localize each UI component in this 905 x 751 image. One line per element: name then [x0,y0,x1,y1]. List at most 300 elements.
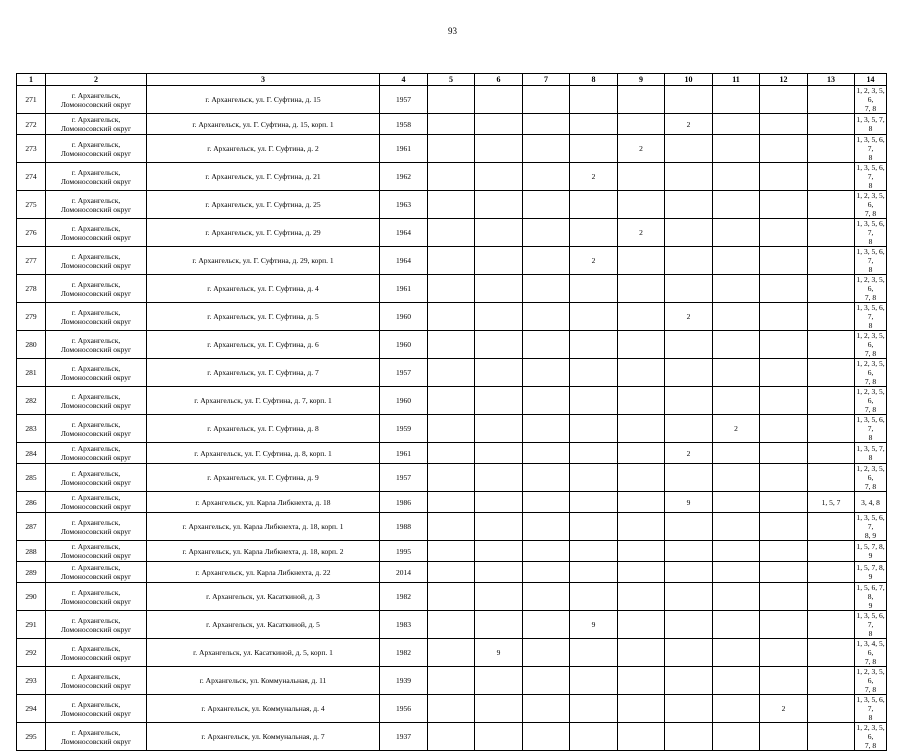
column-14-line: 1, 2, 3, 5, 6, [856,667,885,685]
column-10-cell: 2 [665,443,713,464]
row-number-cell: 279 [17,303,46,331]
column-8-cell: 2 [570,247,618,275]
column-13-cell [808,415,855,443]
address-cell: г. Архангельск, ул. Г. Суфтина, д. 25 [147,191,380,219]
column-14-line: 8 [868,237,873,246]
column-8-cell [570,723,618,751]
column-14-cell [855,275,887,303]
column-13-cell [808,275,855,303]
column-7-cell [523,611,570,639]
column-11-cell [713,247,760,275]
column-12-cell [760,464,808,492]
column-14-line: 8 [868,153,873,162]
column-11-cell [713,513,760,541]
column-14-line: 8 [868,181,873,190]
column-14-line: 7, 8 [864,482,877,491]
column-14-cell [855,135,887,163]
column-header-4: 4 [380,74,428,86]
column-7-cell [523,443,570,464]
row-number-cell: 273 [17,135,46,163]
row-number-cell: 282 [17,387,46,415]
column-6-cell [475,275,523,303]
column-14-line: 1, 5, 6, 7, 8, [856,583,885,601]
column-10-cell [665,86,713,114]
column-12-cell [760,667,808,695]
locality-line: г. Архангельск, [71,727,121,737]
column-14-line: 1, 2, 3, 5, 6, [856,387,885,405]
year-cell: 1939 [380,667,428,695]
column-11-cell [713,492,760,513]
locality-cell [46,562,147,583]
column-10-cell [665,191,713,219]
column-5-cell [428,415,475,443]
column-14-line: 8 [868,321,873,330]
column-13-cell [808,583,855,611]
column-10-cell [665,163,713,191]
address-cell: г. Архангельск, ул. Карла Либкнехта, д. 18, корп. 1 [147,513,380,541]
column-13-cell [808,723,855,751]
table-row [17,247,887,275]
column-12-cell [760,191,808,219]
column-9-cell [618,639,665,667]
column-14-line: 1, 5, 7, 8, 9 [856,563,885,581]
column-6-cell [475,303,523,331]
column-14-cell [855,562,887,583]
year-cell: 1958 [380,114,428,135]
column-14-cell [855,303,887,331]
column-9-cell [618,163,665,191]
year-cell: 1962 [380,163,428,191]
column-8-cell [570,667,618,695]
locality-line: Ломоносовский округ [60,124,132,133]
column-11-cell [713,191,760,219]
locality-line: г. Архангельск, [71,563,121,572]
page-number: 93 [448,26,457,36]
column-header-1: 1 [17,74,46,86]
column-6-cell [475,464,523,492]
column-11-cell [713,387,760,415]
column-14-line: 7, 8 [864,405,877,414]
locality-cell [46,695,147,723]
column-12-cell [760,247,808,275]
column-11-cell [713,303,760,331]
column-5-cell [428,723,475,751]
column-14-line: 8 [868,713,873,722]
locality-line: г. Архангельск, [71,587,121,597]
locality-line: Ломоносовский округ [60,176,132,186]
column-8-cell [570,135,618,163]
locality-line: Ломоносовский округ [60,680,132,690]
column-9-cell [618,303,665,331]
column-14-cell [855,723,887,751]
column-9-cell: 2 [618,219,665,247]
column-8-cell [570,219,618,247]
locality-cell [46,275,147,303]
column-12-cell [760,163,808,191]
column-14-line: 1, 3, 5, 6, 7, [856,695,885,713]
row-number-cell: 271 [17,86,46,114]
column-5-cell [428,492,475,513]
column-9-cell [618,275,665,303]
column-14-cell [855,219,887,247]
row-number-cell: 280 [17,331,46,359]
locality-cell [46,415,147,443]
column-8-cell [570,513,618,541]
column-14-line: 7, 8 [864,741,877,750]
column-5-cell [428,562,475,583]
table-row [17,492,887,513]
column-14-cell [855,163,887,191]
column-14-line: 1, 3, 5, 6, 7, [856,513,885,531]
column-13-cell [808,331,855,359]
column-6-cell [475,492,523,513]
locality-line: г. Архангельск, [71,699,121,709]
column-8-cell [570,86,618,114]
locality-line: г. Архангельск, [71,444,121,453]
column-10-cell [665,723,713,751]
table-row [17,303,887,331]
column-8-cell [570,275,618,303]
table-row [17,359,887,387]
column-14-cell [855,583,887,611]
column-8-cell [570,562,618,583]
table-row [17,135,887,163]
column-9-cell [618,583,665,611]
locality-cell [46,247,147,275]
locality-cell [46,219,147,247]
column-5-cell [428,639,475,667]
column-11-cell [713,163,760,191]
column-6-cell [475,191,523,219]
locality-line: г. Архангельск, [71,493,121,502]
column-9-cell [618,611,665,639]
column-11-cell: 2 [713,415,760,443]
column-5-cell [428,667,475,695]
locality-line: Ломоносовский округ [60,204,132,214]
column-6-cell [475,219,523,247]
table-row [17,114,887,135]
column-9-cell [618,562,665,583]
column-14-cell [855,695,887,723]
column-12-cell [760,303,808,331]
column-14-cell [855,492,887,513]
column-12-cell [760,513,808,541]
year-cell: 1988 [380,513,428,541]
column-14-line: 3, 4, 8 [861,497,880,507]
column-9-cell [618,359,665,387]
row-number-cell: 278 [17,275,46,303]
column-13-cell [808,114,855,135]
row-number-cell: 281 [17,359,46,387]
column-13-cell [808,443,855,464]
column-14-line: 7, 8 [864,104,877,113]
column-8-cell [570,359,618,387]
column-5-cell [428,191,475,219]
column-12-cell [760,562,808,583]
column-11-cell [713,219,760,247]
column-12-cell [760,541,808,562]
table-row [17,639,887,667]
column-14-cell [855,247,887,275]
column-14-line: 1, 5, 7, 8, 9 [856,542,885,560]
column-7-cell [523,275,570,303]
column-8-cell [570,464,618,492]
locality-line: г. Архангельск, [71,643,121,653]
column-14-line: 1, 3, 5, 6, 7, [856,219,885,237]
locality-line: г. Архангельск, [71,671,121,681]
address-cell: г. Архангельск, ул. Карла Либкнехта, д. 22 [147,562,380,583]
table-row [17,191,887,219]
column-6-cell [475,562,523,583]
row-number-cell: 276 [17,219,46,247]
column-14-line: 1, 2, 3, 5, 6, [856,359,885,377]
row-number-cell: 288 [17,541,46,562]
column-14-line: 1, 2, 3, 5, 6, [856,275,885,293]
column-11-cell [713,667,760,695]
column-10-cell: 9 [665,492,713,513]
column-10-cell [665,135,713,163]
column-11-cell [713,583,760,611]
row-number-cell: 289 [17,562,46,583]
column-8-cell [570,415,618,443]
column-12-cell [760,331,808,359]
year-cell: 1957 [380,359,428,387]
column-9-cell: 2 [618,135,665,163]
column-14-line: 9 [868,601,873,610]
locality-line: г. Архангельск, [71,468,121,478]
column-14-line: 1, 3, 5, 6, 7, [856,611,885,629]
column-13-cell [808,135,855,163]
column-13-cell [808,359,855,387]
row-number-cell: 286 [17,492,46,513]
address-cell: г. Архангельск, ул. Касаткиной, д. 5 [147,611,380,639]
year-cell: 1961 [380,275,428,303]
address-cell: г. Архангельск, ул. Карла Либкнехта, д. 18 [147,492,380,513]
row-number-cell: 274 [17,163,46,191]
column-7-cell [523,667,570,695]
year-cell: 1982 [380,583,428,611]
column-11-cell [713,723,760,751]
row-number-cell: 272 [17,114,46,135]
column-14-cell [855,114,887,135]
row-number-cell: 294 [17,695,46,723]
address-cell: г. Архангельск, ул. Г. Суфтина, д. 7, корп. 1 [147,387,380,415]
locality-line: Ломоносовский округ [60,502,132,511]
column-7-cell [523,415,570,443]
locality-line: Ломоносовский округ [60,652,132,662]
address-cell: г. Архангельск, ул. Г. Суфтина, д. 9 [147,464,380,492]
column-12-cell [760,387,808,415]
column-8-cell: 2 [570,163,618,191]
locality-line: г. Архангельск, [71,223,121,233]
locality-line: г. Архангельск, [71,307,121,317]
column-12-cell [760,275,808,303]
locality-line: Ломоносовский округ [60,260,132,270]
column-12-cell [760,492,808,513]
column-8-cell [570,114,618,135]
table-row [17,562,887,583]
column-6-cell [475,513,523,541]
column-9-cell [618,331,665,359]
column-13-cell [808,191,855,219]
column-14-line: 7, 8 [864,657,877,666]
column-14-line: 7, 8 [864,377,877,386]
column-14-line: 1, 2, 3, 5, 6, [856,191,885,209]
column-header-14: 14 [855,74,887,86]
column-9-cell [618,492,665,513]
address-cell: г. Архангельск, ул. Г. Суфтина, д. 21 [147,163,380,191]
year-cell: 1960 [380,303,428,331]
column-5-cell [428,114,475,135]
column-14-cell [855,331,887,359]
column-7-cell [523,86,570,114]
address-cell: г. Архангельск, ул. Г. Суфтина, д. 5 [147,303,380,331]
address-cell: г. Архангельск, ул. Касаткиной, д. 5, корп. 1 [147,639,380,667]
address-cell: г. Архангельск, ул. Г. Суфтина, д. 2 [147,135,380,163]
column-5-cell [428,443,475,464]
column-10-cell [665,219,713,247]
table-row [17,667,887,695]
table-row [17,611,887,639]
column-13-cell [808,667,855,695]
locality-cell [46,583,147,611]
row-number-cell: 295 [17,723,46,751]
column-11-cell [713,86,760,114]
column-11-cell [713,331,760,359]
locality-cell [46,86,147,114]
locality-cell [46,611,147,639]
column-12-cell [760,219,808,247]
housing-table [16,73,887,751]
column-5-cell [428,387,475,415]
column-header-6: 6 [475,74,523,86]
row-number-cell: 283 [17,415,46,443]
column-5-cell [428,513,475,541]
locality-line: Ломоносовский округ [60,428,132,438]
table-row [17,219,887,247]
column-10-cell: 2 [665,114,713,135]
column-9-cell [618,667,665,695]
column-9-cell [618,443,665,464]
table-row [17,464,887,492]
locality-line: Ломоносовский округ [60,288,132,298]
table-row [17,443,887,464]
table-row [17,331,887,359]
column-11-cell [713,541,760,562]
column-header-12: 12 [760,74,808,86]
column-header-10: 10 [665,74,713,86]
year-cell: 1964 [380,247,428,275]
column-11-cell [713,611,760,639]
year-cell: 1995 [380,541,428,562]
column-header-2: 2 [46,74,147,86]
column-13-cell [808,639,855,667]
year-cell: 1986 [380,492,428,513]
column-7-cell [523,562,570,583]
locality-line: г. Архангельск, [71,115,121,124]
column-10-cell [665,513,713,541]
column-14-cell [855,513,887,541]
locality-line: Ломоносовский округ [60,453,132,462]
column-14-line: 1, 3, 5, 6, 7, [856,303,885,321]
year-cell: 1957 [380,464,428,492]
column-11-cell [713,359,760,387]
column-10-cell: 2 [665,303,713,331]
column-10-cell [665,247,713,275]
column-7-cell [523,695,570,723]
year-cell: 1937 [380,723,428,751]
column-7-cell [523,359,570,387]
row-number-cell: 285 [17,464,46,492]
year-cell: 1983 [380,611,428,639]
address-cell: г. Архангельск, ул. Коммунальная, д. 11 [147,667,380,695]
locality-line: Ломоносовский округ [60,477,132,487]
column-13-cell [808,219,855,247]
column-7-cell [523,114,570,135]
address-cell: г. Архангельск, ул. Г. Суфтина, д. 15, корп. 1 [147,114,380,135]
column-7-cell [523,303,570,331]
locality-line: Ломоносовский округ [60,736,132,746]
column-5-cell [428,359,475,387]
locality-cell [46,667,147,695]
locality-cell [46,443,147,464]
column-14-cell [855,667,887,695]
column-10-cell [665,562,713,583]
locality-line: г. Архангельск, [71,419,121,429]
locality-line: Ломоносовский округ [60,551,132,560]
column-7-cell [523,331,570,359]
column-header-3: 3 [147,74,380,86]
column-13-cell [808,464,855,492]
column-7-cell [523,387,570,415]
address-cell: г. Архангельск, ул. Г. Суфтина, д. 6 [147,331,380,359]
column-14-line: 1, 3, 4, 5, 6, [856,639,885,657]
locality-cell [46,303,147,331]
locality-line: Ломоносовский округ [60,316,132,326]
column-6-cell [475,583,523,611]
column-7-cell [523,723,570,751]
column-8-cell [570,331,618,359]
locality-line: г. Архангельск, [71,517,121,527]
column-5-cell [428,275,475,303]
address-cell: г. Архангельск, ул. Г. Суфтина, д. 8, корп. 1 [147,443,380,464]
year-cell: 1964 [380,219,428,247]
column-14-line: 8, 9 [864,531,877,540]
locality-line: г. Архангельск, [71,615,121,625]
column-6-cell: 9 [475,639,523,667]
locality-cell [46,541,147,562]
locality-line: Ломоносовский округ [60,708,132,718]
column-14-line: 7, 8 [864,209,877,218]
column-12-cell [760,415,808,443]
column-12-cell [760,114,808,135]
column-8-cell [570,492,618,513]
locality-line: г. Архангельск, [71,279,121,289]
column-6-cell [475,723,523,751]
column-13-cell [808,387,855,415]
year-cell: 1959 [380,415,428,443]
column-6-cell [475,331,523,359]
locality-line: г. Архангельск, [71,335,121,345]
column-14-cell [855,415,887,443]
column-7-cell [523,247,570,275]
column-14-line: 1, 3, 5, 7, 8 [856,115,885,133]
address-cell: г. Архангельск, ул. Коммунальная, д. 7 [147,723,380,751]
locality-cell [46,135,147,163]
column-7-cell [523,219,570,247]
column-14-line: 1, 2, 3, 5, 6, [856,723,885,741]
column-13-cell [808,611,855,639]
